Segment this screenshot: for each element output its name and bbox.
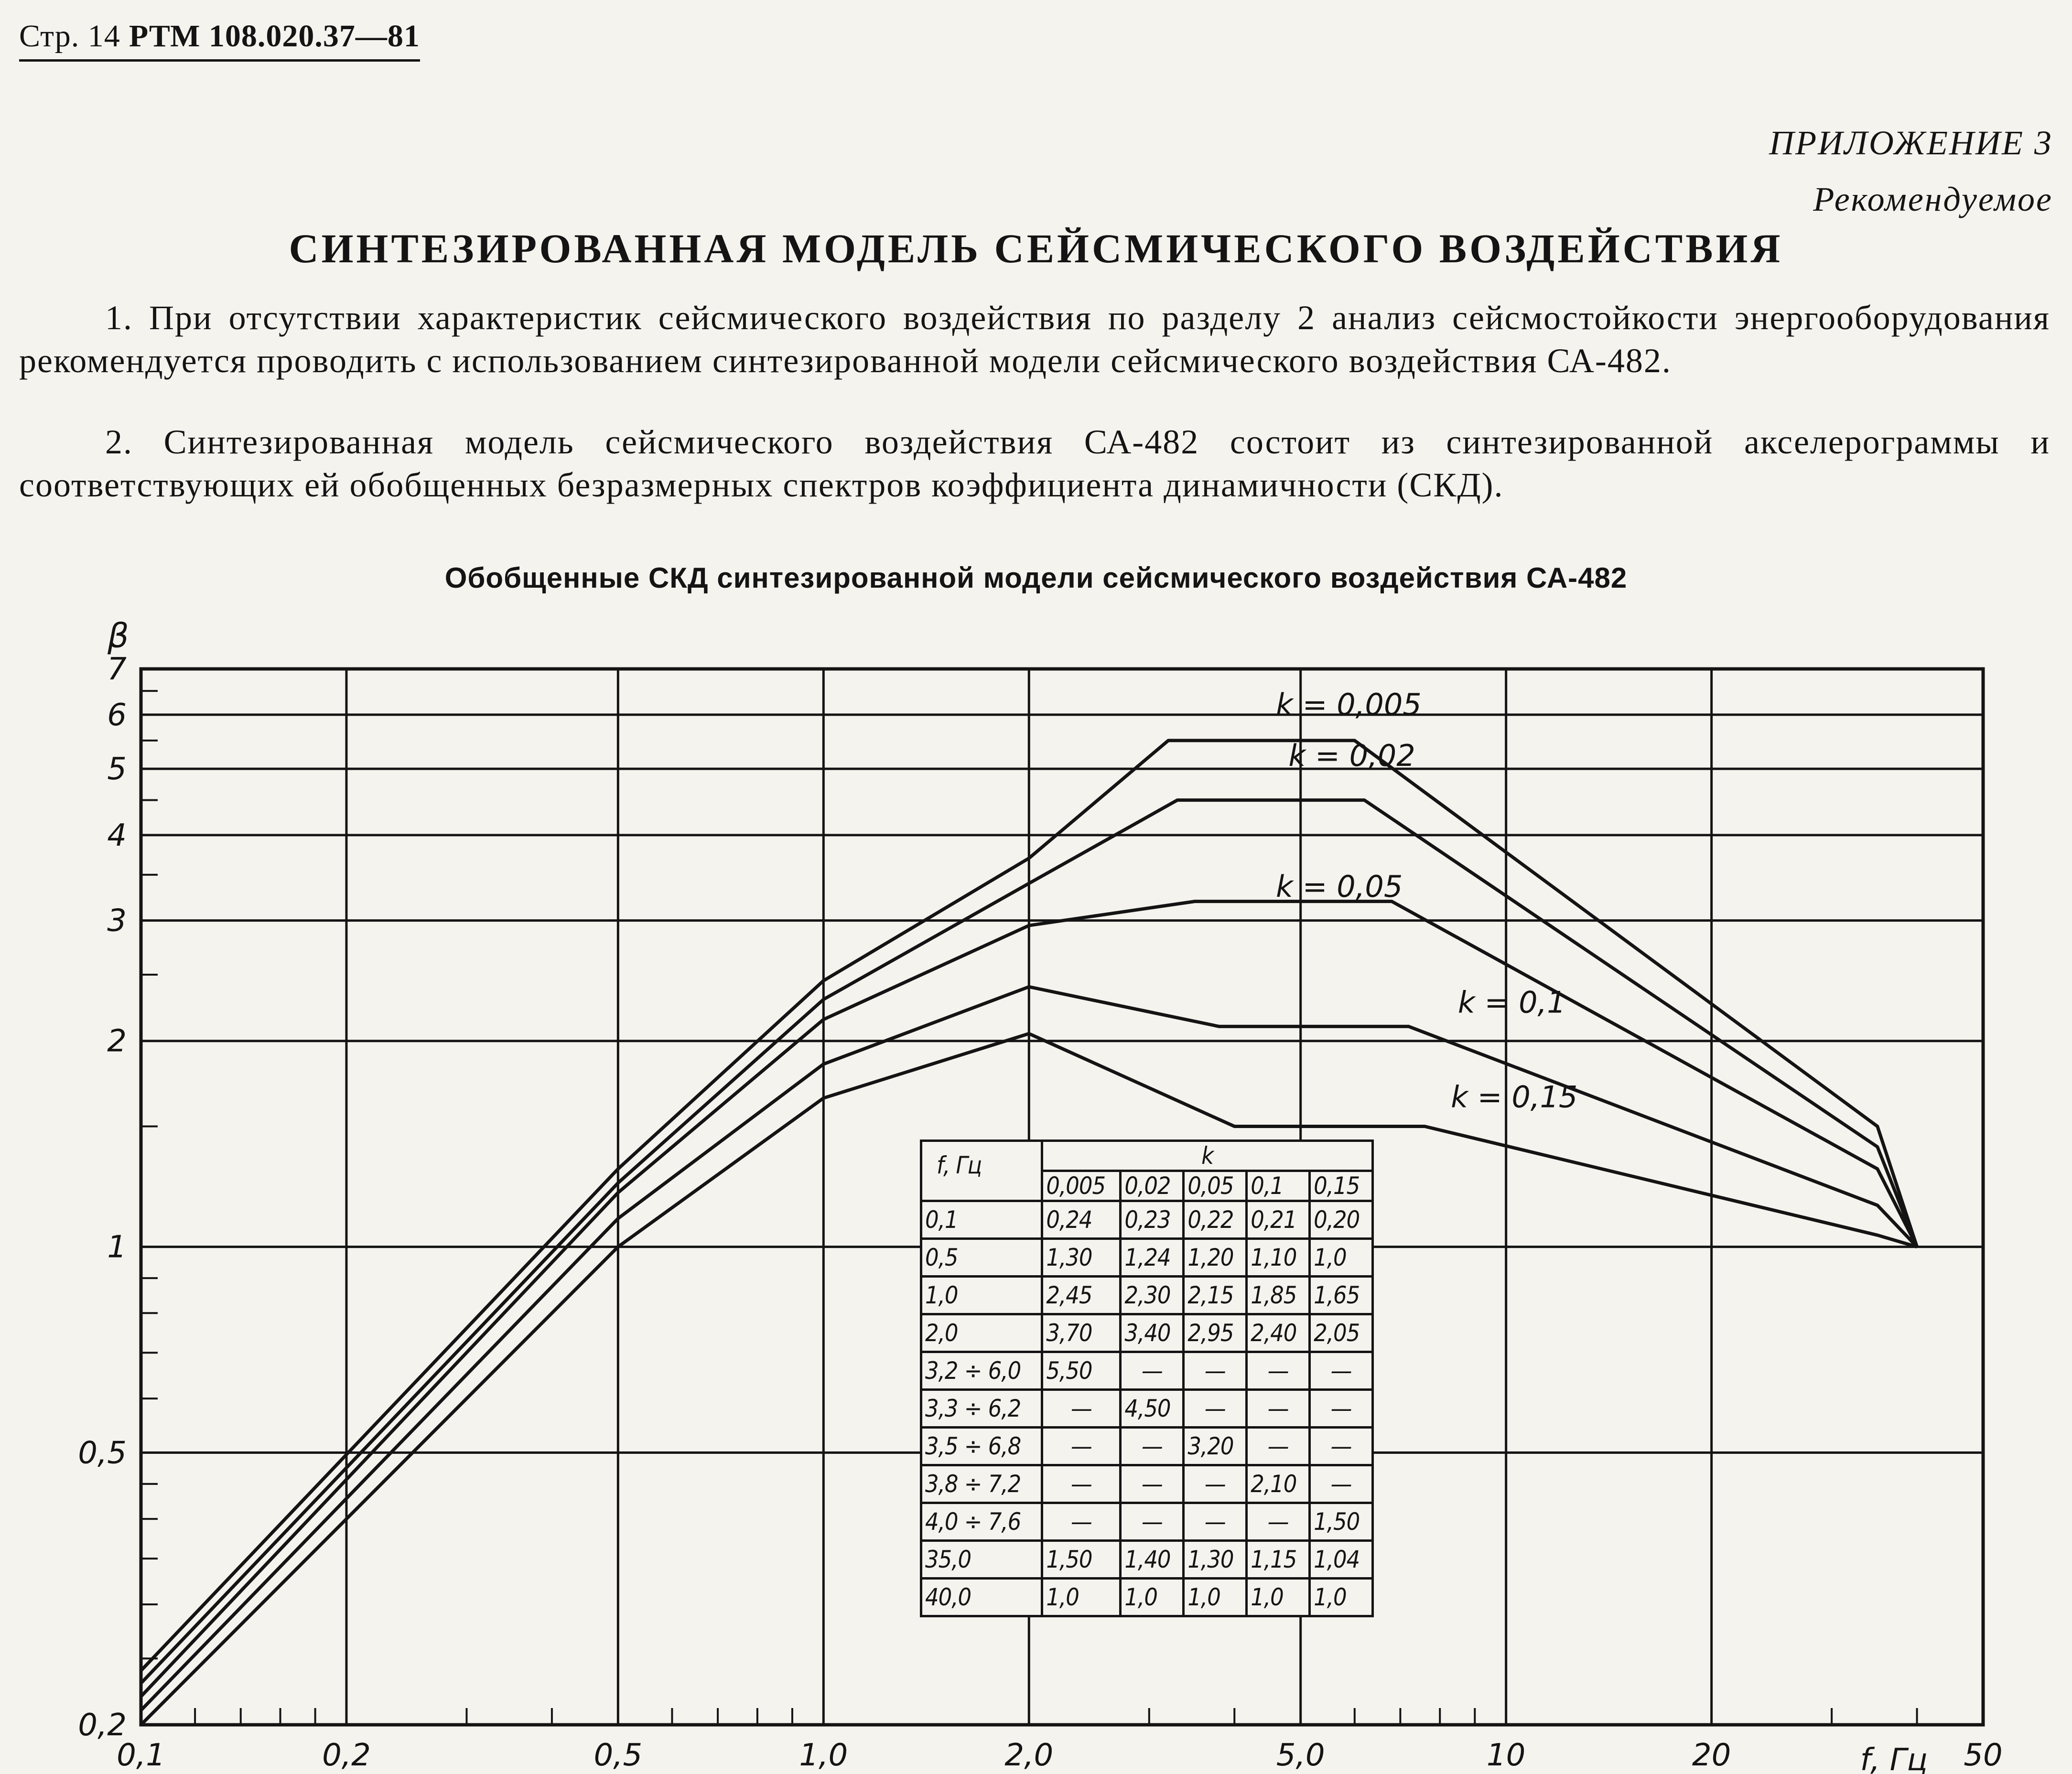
table-cell-frequency: 0,1 — [921, 1201, 1042, 1239]
curve-label: k = 0,1 — [1457, 985, 1566, 1020]
table-cell-value: — — [1184, 1465, 1247, 1503]
table-cell-value: 1,50 — [1310, 1503, 1373, 1541]
table-cell-value: — — [1042, 1428, 1121, 1465]
table-cell-value: 0,23 — [1121, 1201, 1184, 1239]
table-cell-value: — — [1247, 1503, 1310, 1541]
table-header-row — [921, 1141, 1373, 1171]
table-cell-value: — — [1310, 1428, 1373, 1465]
table-cell-value: — — [1121, 1352, 1184, 1390]
table-cell-value: 5,50 — [1042, 1352, 1121, 1390]
figure-title: Обобщенные СКД синтезированной модели сейсмического воздействия СА-482 — [444, 562, 1628, 594]
x-tick-label: 0,1 — [117, 1738, 165, 1773]
table-cell-value: — — [1042, 1390, 1121, 1428]
x-tick-label: 5,0 — [1276, 1738, 1325, 1773]
table-cell-frequency: 4,0 ÷ 7,6 — [921, 1503, 1042, 1541]
table-cell-value: — — [1310, 1352, 1373, 1390]
x-tick-label: 10 — [1486, 1738, 1526, 1773]
table-cell-value: 3,40 — [1121, 1314, 1184, 1352]
curve-label: k = 0,02 — [1288, 738, 1415, 773]
table-cell-frequency: 1,0 — [921, 1277, 1042, 1314]
table-cell-value: 1,50 — [1042, 1541, 1121, 1579]
table-k-value: 0,05 — [1184, 1171, 1247, 1201]
table-cell-frequency: 35,0 — [921, 1541, 1042, 1579]
table-cell-value: 3,20 — [1184, 1428, 1247, 1465]
table-cell-value: 2,30 — [1121, 1277, 1184, 1314]
y-tick-label: 4 — [107, 817, 127, 853]
table-cell-value: 1,15 — [1247, 1541, 1310, 1579]
page-number: Стр. 14 — [19, 19, 120, 54]
table-row — [921, 1201, 1373, 1239]
table-row — [921, 1314, 1373, 1352]
table-row — [921, 1239, 1373, 1277]
curve-label: k = 0,15 — [1451, 1079, 1578, 1115]
x-axis-label: f, Гц — [1860, 1742, 1928, 1774]
table-cell-value: — — [1184, 1352, 1247, 1390]
y-tick-label: 6 — [107, 697, 127, 733]
table-cell-value: 1,30 — [1042, 1239, 1121, 1277]
table-cell-value: 2,05 — [1310, 1314, 1373, 1352]
x-tick-label: 50 — [1964, 1738, 2003, 1773]
table-k-value: 0,02 — [1121, 1171, 1184, 1201]
table-cell-value: 1,0 — [1247, 1579, 1310, 1616]
table-cell-value: 0,20 — [1310, 1201, 1373, 1239]
table-cell-value: 2,15 — [1184, 1277, 1247, 1314]
table-cell-value: 0,21 — [1247, 1201, 1310, 1239]
y-tick-label: 1 — [107, 1229, 127, 1265]
table-cell-frequency: 3,8 ÷ 7,2 — [921, 1465, 1042, 1503]
table-cell-frequency: 0,5 — [921, 1239, 1042, 1277]
x-tick-label: 0,5 — [594, 1738, 643, 1773]
appendix-number: ПРИЛОЖЕНИЕ 3 — [1769, 124, 2053, 162]
table-header-k: k — [1042, 1141, 1373, 1171]
table-cell-frequency: 40,0 — [921, 1579, 1042, 1616]
table-cell-value: — — [1121, 1465, 1184, 1503]
y-tick-label: 0,5 — [78, 1435, 127, 1471]
table-cell-value: 2,40 — [1247, 1314, 1310, 1352]
table-cell-value: 2,10 — [1247, 1465, 1310, 1503]
y-tick-label: 5 — [107, 752, 127, 787]
table-cell-value: — — [1121, 1503, 1184, 1541]
x-tick-label: 20 — [1692, 1738, 1731, 1773]
table-cell-value: 1,30 — [1184, 1541, 1247, 1579]
table-row — [921, 1579, 1373, 1616]
table-cell-value: — — [1247, 1352, 1310, 1390]
table-cell-value: — — [1042, 1503, 1121, 1541]
appendix-status: Рекомендуемое — [1813, 180, 2053, 218]
table-row — [921, 1465, 1373, 1503]
table-cell-value: — — [1184, 1390, 1247, 1428]
y-tick-label: 3 — [107, 903, 127, 939]
table-cell-value: 1,0 — [1310, 1239, 1373, 1277]
x-tick-label: 1,0 — [799, 1738, 848, 1773]
table-cell-value: — — [1184, 1503, 1247, 1541]
table-cell-value: 1,65 — [1310, 1277, 1373, 1314]
values-table-container — [920, 1140, 1374, 1617]
table-row — [921, 1428, 1373, 1465]
table-k-value: 0,15 — [1310, 1171, 1373, 1201]
table-cell-frequency: 3,5 ÷ 6,8 — [921, 1428, 1042, 1465]
table-row — [921, 1390, 1373, 1428]
table-cell-value: — — [1310, 1465, 1373, 1503]
y-tick-label: 0,2 — [78, 1708, 127, 1743]
table-cell-frequency: 3,2 ÷ 6,0 — [921, 1352, 1042, 1390]
y-axis-label: β — [108, 616, 129, 656]
page-title: СИНТЕЗИРОВАННАЯ МОДЕЛЬ СЕЙСМИЧЕСКОГО ВОЗДЕЙСТВИЯ — [289, 226, 1783, 271]
document-code: РТМ 108.020.37—81 — [129, 19, 420, 54]
table-cell-value: 2,95 — [1184, 1314, 1247, 1352]
values-table — [920, 1140, 1374, 1617]
table-row — [921, 1503, 1373, 1541]
table-k-value: 0,005 — [1042, 1171, 1121, 1201]
table-row — [921, 1277, 1373, 1314]
x-tick-label: 0,2 — [322, 1738, 371, 1773]
table-cell-value: 1,0 — [1042, 1579, 1121, 1616]
table-cell-frequency: 2,0 — [921, 1314, 1042, 1352]
table-cell-value: 1,04 — [1310, 1541, 1373, 1579]
table-cell-value: 1,0 — [1121, 1579, 1184, 1616]
table-header-frequency: f, Гц — [921, 1141, 1042, 1201]
table-cell-value: 1,85 — [1247, 1277, 1310, 1314]
table-cell-frequency: 3,3 ÷ 6,2 — [921, 1390, 1042, 1428]
y-tick-label: 2 — [107, 1023, 127, 1059]
table-cell-value: 4,50 — [1121, 1390, 1184, 1428]
paragraph-1-text: 1. При отсутствии характеристик сейсмического воздействия по разделу 2 анализ сейсмостойкости энергооборудования рекомендуется проводить с использованием синтезированной модели сейсмического воздействия СА-482. — [19, 299, 2050, 380]
table-cell-value: 1,0 — [1184, 1579, 1247, 1616]
x-tick-label: 2,0 — [1004, 1738, 1054, 1773]
table-cell-value: — — [1247, 1390, 1310, 1428]
table-k-value: 0,1 — [1247, 1171, 1310, 1201]
table-cell-value: 1,20 — [1184, 1239, 1247, 1277]
table-cell-value: 1,10 — [1247, 1239, 1310, 1277]
table-cell-value: — — [1042, 1465, 1121, 1503]
table-cell-value: 0,24 — [1042, 1201, 1121, 1239]
table-cell-value: 1,0 — [1310, 1579, 1373, 1616]
table-cell-value: 2,45 — [1042, 1277, 1121, 1314]
table-row — [921, 1352, 1373, 1390]
table-cell-value: 1,40 — [1121, 1541, 1184, 1579]
table-cell-value: 1,24 — [1121, 1239, 1184, 1277]
paragraph-2-text: 2. Синтезированная модель сейсмического воздействия СА-482 состоит из синтезированной акселерограммы и соответствующих ей обобщенных безразмерных спектров коэффициента динамичности (СКД). — [19, 423, 2050, 504]
table-cell-value: — — [1247, 1428, 1310, 1465]
curve-label: k = 0,005 — [1275, 687, 1422, 722]
y-tick-label: 7 — [107, 652, 127, 687]
table-cell-value: 3,70 — [1042, 1314, 1121, 1352]
curve-label: k = 0,05 — [1275, 869, 1403, 904]
table-cell-value: — — [1310, 1390, 1373, 1428]
table-cell-value: 0,22 — [1184, 1201, 1247, 1239]
table-row — [921, 1541, 1373, 1579]
table-cell-value: — — [1121, 1428, 1184, 1465]
